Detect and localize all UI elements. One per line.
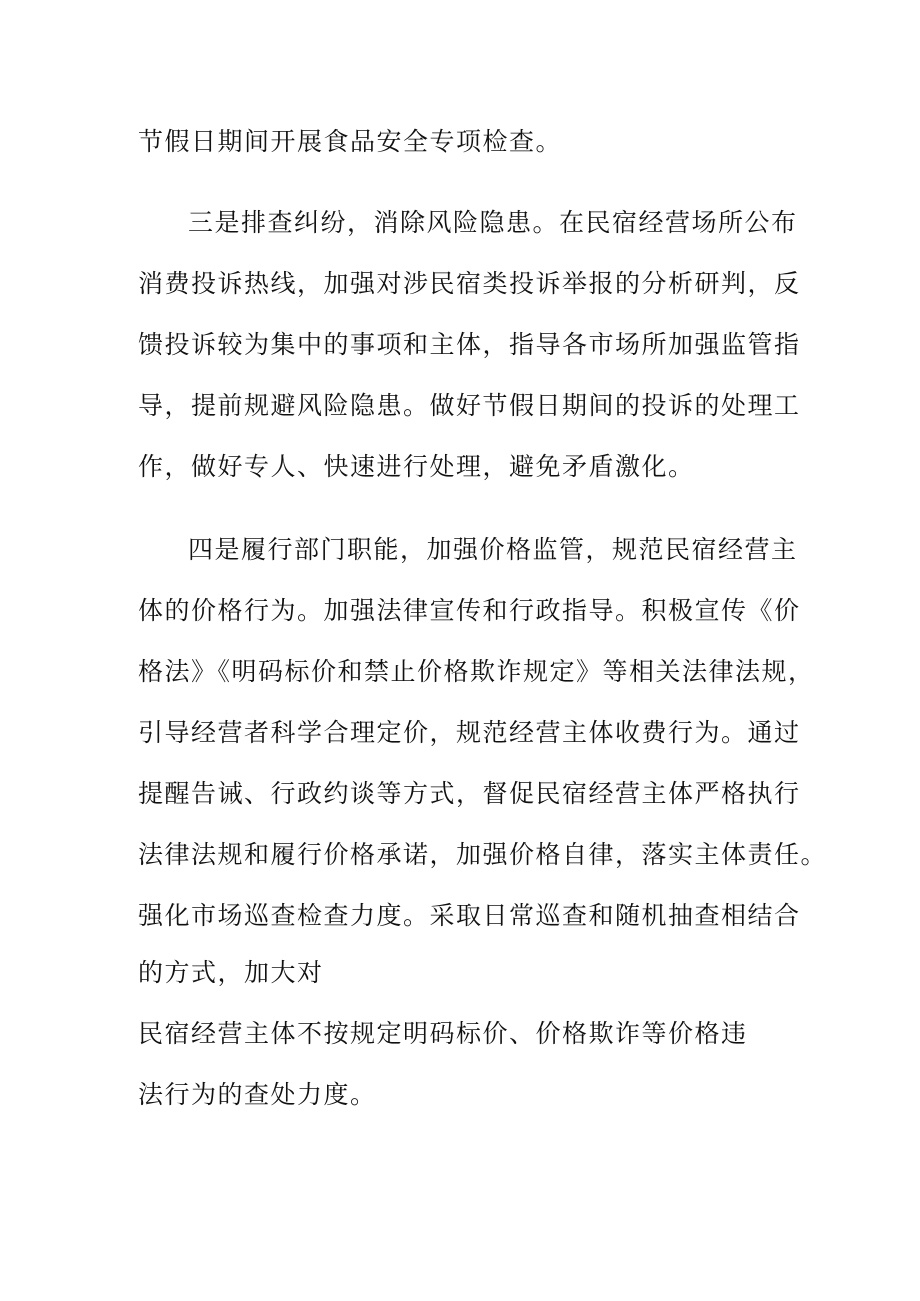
paragraph-line: 四是履行部门职能，加强价格监管，规范民宿经营主 <box>188 535 798 564</box>
paragraph-line: 消费投诉热线，加强对涉民宿类投诉举报的分析研判，反 <box>138 269 801 298</box>
paragraph-line: 节假日期间开展食品安全专项检查。 <box>138 127 563 156</box>
paragraph-line: 强化市场巡查检查力度。采取日常巡查和随机抽查相结合 <box>138 901 801 930</box>
paragraph-line: 格法》《明码标价和禁止价格欺诈规定》等相关法律法规， <box>138 657 815 686</box>
paragraph-line: 法行为的查处力度。 <box>138 1080 377 1109</box>
paragraph-line: 体的价格行为。加强法律宣传和行政指导。积极宣传《价 <box>138 596 801 625</box>
paragraph-line: 引导经营者科学合理定价，规范经营主体收费行为。通过 <box>138 718 801 747</box>
paragraph-line: 民宿经营主体不按规定明码标价、价格欺诈等价格违 <box>138 1019 748 1048</box>
paragraph-line: 馈投诉较为集中的事项和主体，指导各市场所加强监管指 <box>138 330 801 359</box>
paragraph-line: 提醒告诫、行政约谈等方式，督促民宿经营主体严格执行 <box>138 779 801 808</box>
paragraph-line: 三是排查纠纷，消除风险隐患。在民宿经营场所公布 <box>188 208 798 237</box>
paragraph-line: 作，做好专人、快速进行处理，避免矛盾激化。 <box>138 452 695 481</box>
paragraph-line: 导，提前规避风险隐患。做好节假日期间的投诉的处理工 <box>138 391 801 420</box>
paragraph-line: 法律法规和履行价格承诺，加强价格自律，落实主体责任。 <box>138 840 828 869</box>
paragraph-line: 的方式，加大对 <box>138 958 324 987</box>
